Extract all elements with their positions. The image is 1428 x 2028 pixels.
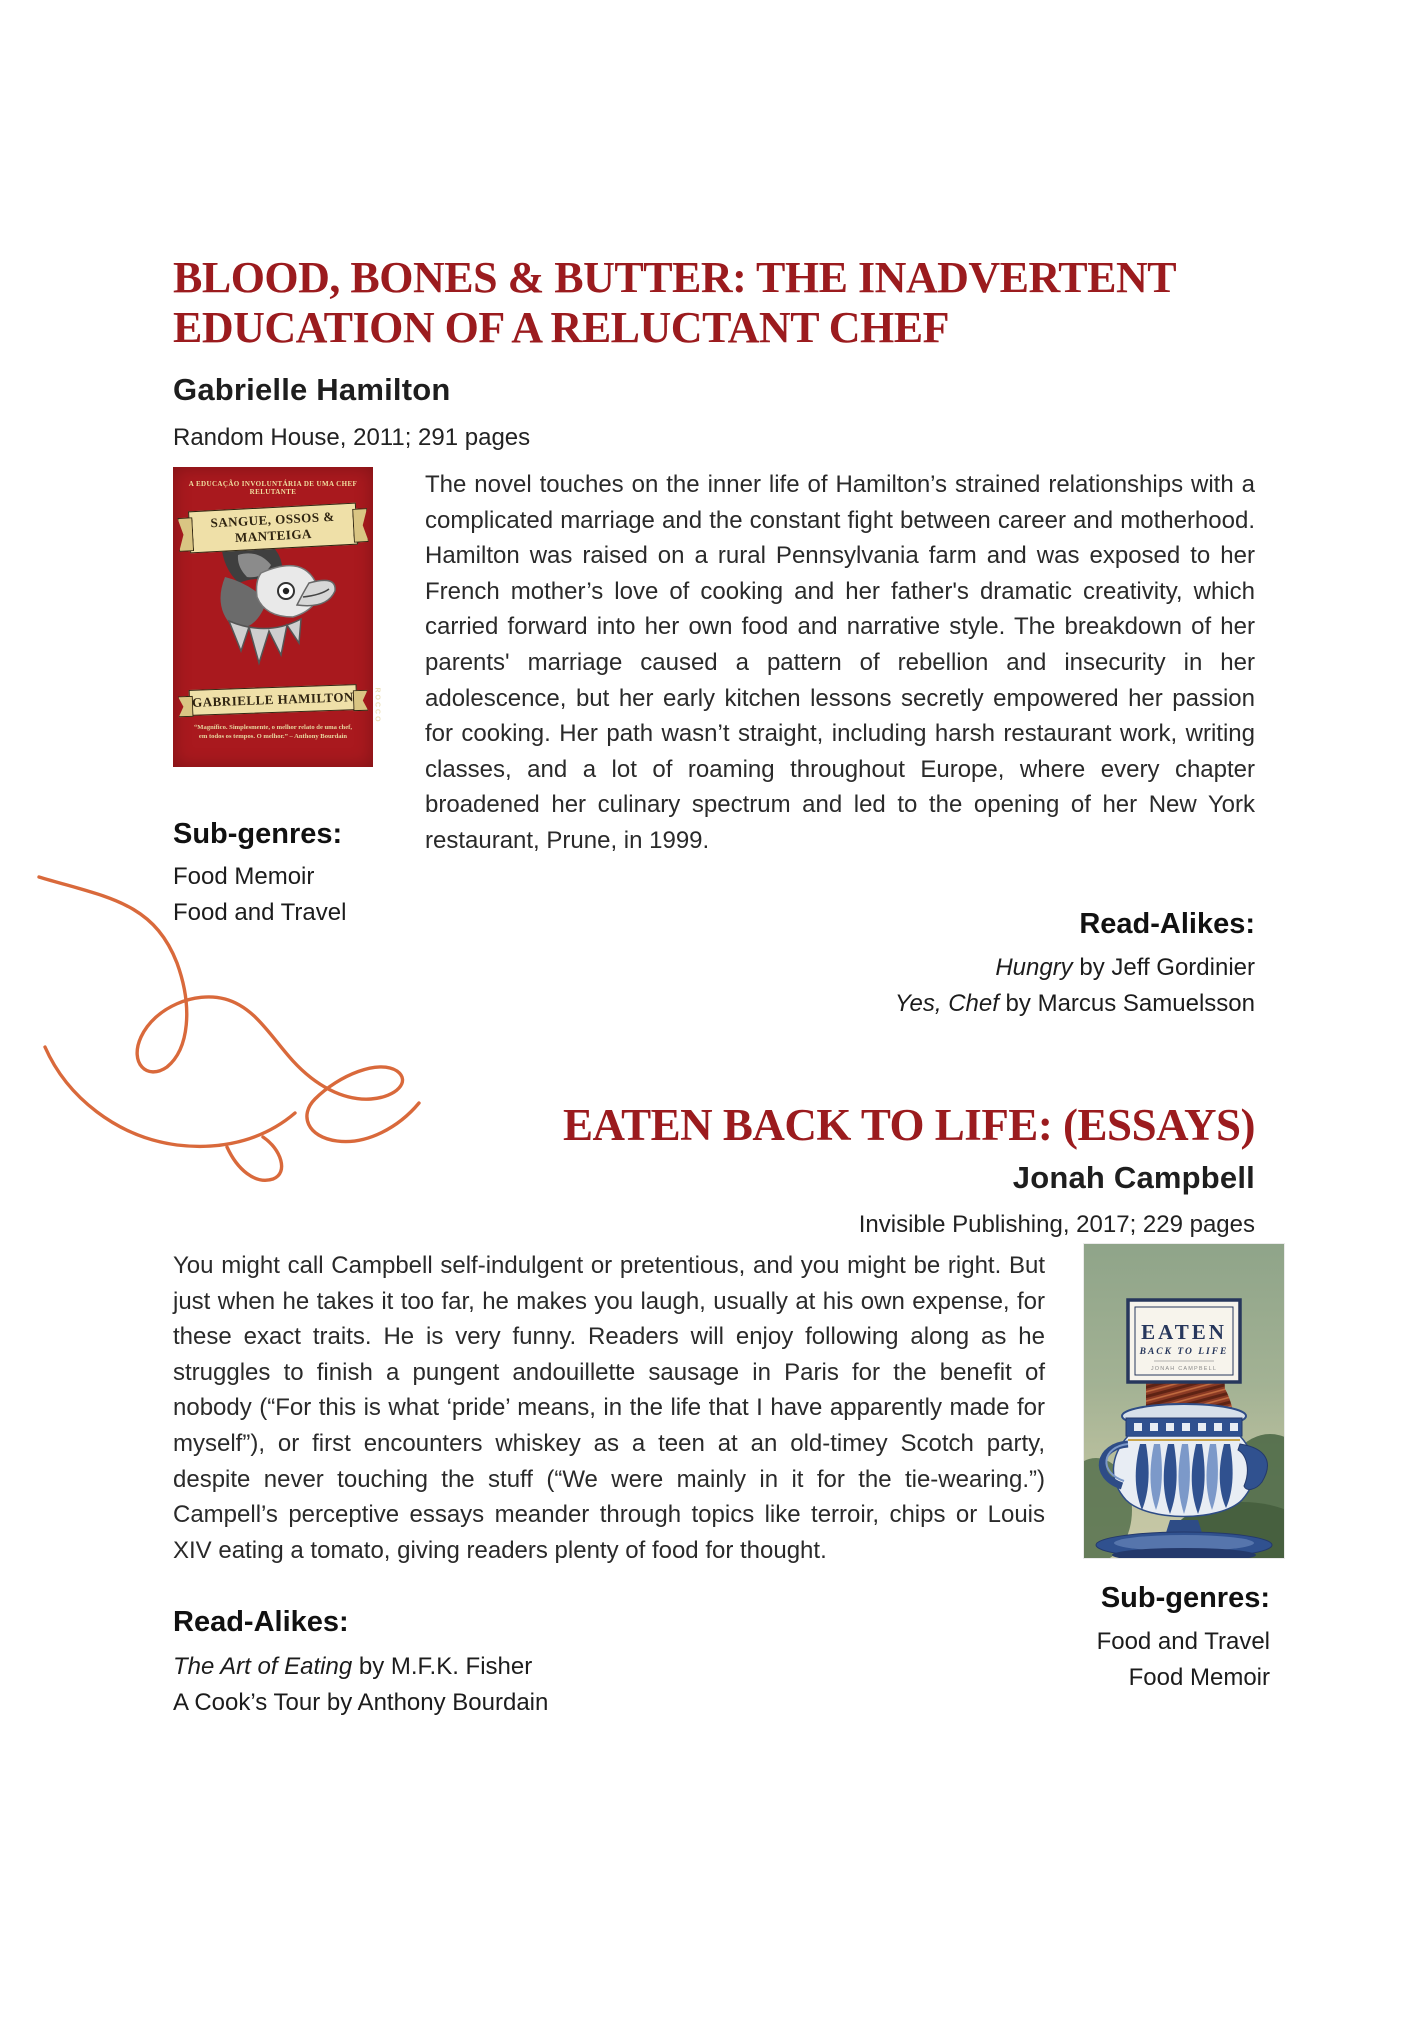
- book1-cover-quote: [187, 723, 359, 741]
- read-alike-author: by Marcus Samuelsson: [998, 990, 1255, 1017]
- book1-title-line2: EDUCATION OF A RELUCTANT CHEF: [173, 303, 949, 352]
- read-alike-title: The Art of Eating: [173, 1653, 353, 1680]
- book1-author: Gabrielle Hamilton: [173, 372, 451, 407]
- book2-publication: Invisible Publishing, 2017; 229 pages: [858, 1211, 1255, 1238]
- book2-cover-label-title: EATEN: [1141, 1320, 1227, 1344]
- book2-read-alikes: [173, 1606, 548, 1721]
- book1-title: [173, 253, 1176, 353]
- book1-cover-publisher-mark: ROCCO: [373, 687, 381, 724]
- book1-cover-author-banner-text: GABRIELLE HAMILTON: [191, 689, 355, 710]
- book1-read-alikes-heading: Read-Alikes:: [1079, 908, 1255, 940]
- read-alike-title: Hungry: [995, 954, 1073, 981]
- book2-sub-genre-item: Food Memoir: [1128, 1664, 1270, 1691]
- book1-read-alike-item: [895, 950, 1255, 986]
- book1-cover-title-banner: [188, 503, 358, 554]
- book1-publication: Random House, 2011; 291 pages: [173, 424, 531, 451]
- book2-read-alikes-heading: Read-Alikes:: [173, 1606, 349, 1638]
- read-alike-author: by M.F.K. Fisher: [352, 1653, 533, 1680]
- book2-read-alike-item: [173, 1685, 548, 1721]
- book1-cover-top-text: A EDUCAÇÃO INVOLUNTÁRIA DE UMA CHEF RELUTANTE: [188, 480, 358, 496]
- book1-description: The novel touches on the inner life of Hamilton’s strained relationships with a complicated marriage and the constant fight between career and motherhood. Hamilton was raised on a rural Pennsylvania farm and was exposed to her French mother’s love of cooking and her father's dramatic creativity, which carried forward into her own food and narrative style. The breakdown of her parents' marriage caused a pattern of rebellion and insecurity in her adolescence, but her early kitchen lessons secretly empowered her passion for cooking. Her path wasn’t straight, including harsh restaurant work, writing classes, and a lot of roaming throughout Europe, where every chapter broadened her culinary spectrum and led to the opening of her New York restaurant, Prune, in 1999.: [425, 471, 1255, 854]
- book1-cover-title-banner-text: SANGUE, OSSOS & MANTEIGA: [210, 508, 335, 545]
- read-alike-author: by Jeff Gordinier: [1072, 954, 1255, 981]
- book1-cover-quote-line2: em todos os tempos. O melhor.” – Anthony Bourdain: [198, 733, 348, 740]
- book1-title-line1: BLOOD, BONES & BUTTER: THE INADVERTENT: [173, 253, 1177, 302]
- book2-cover: [1084, 1244, 1284, 1558]
- book2-cover-label-subtitle: BACK TO LIFE: [1139, 1347, 1229, 1357]
- book2-read-alike-item: [173, 1649, 548, 1685]
- book2-cover-art: [1084, 1244, 1284, 1558]
- book1-cover-quote-line1: “Magnífico. Simplesmente, o melhor relato de uma chef,: [194, 724, 352, 731]
- decorative-squiggle: [25, 845, 445, 1190]
- book1-read-alike-item: [895, 986, 1255, 1022]
- read-alike-title: Yes, Chef: [894, 990, 999, 1017]
- book2-cover-label-author: JONAH CAMPBELL: [1150, 1366, 1218, 1372]
- book2-sub-genre-item: Food and Travel: [1096, 1628, 1270, 1655]
- book2-title: EATEN BACK TO LIFE: (ESSAYS): [562, 1100, 1255, 1150]
- book1-read-alikes: [895, 908, 1255, 1022]
- book1-sub-genres-heading: Sub-genres:: [173, 818, 343, 850]
- book2-author: Jonah Campbell: [1012, 1160, 1255, 1195]
- book1-cover: [173, 467, 381, 767]
- book1-sub-genre-item: Food and Travel: [173, 899, 347, 926]
- book1-cover-author-banner: [189, 684, 358, 716]
- book1-sub-genre-item: Food Memoir: [173, 863, 315, 890]
- book2-description: You might call Campbell self-indulgent or pretentious, and you might be right. But just when he takes it too far, he makes you laugh, usually at his own expense, for these exact traits. He is very funny. Readers will enjoy following along as he struggles to finish a pungent andouillette sausage in Paris for the benefit of nobody (“For this is what ‘pride’ means, in the life that I have apparently made for myself”), or first encounters whiskey as a teen at an old-timey Scotch party, despite never touching the stuff (“We were mainly in it for the tie-wearing.”) Campell’s perceptive essays meander through topics like terroir, chips or Louis XIV eating a tomato, giving readers plenty of food for thought.: [173, 1252, 1045, 1564]
- read-alike-author: A Cook’s Tour by Anthony Bourdain: [173, 1689, 549, 1716]
- book2-sub-genres-heading: Sub-genres:: [1100, 1582, 1270, 1614]
- book2-sub-genres: [1097, 1582, 1270, 1696]
